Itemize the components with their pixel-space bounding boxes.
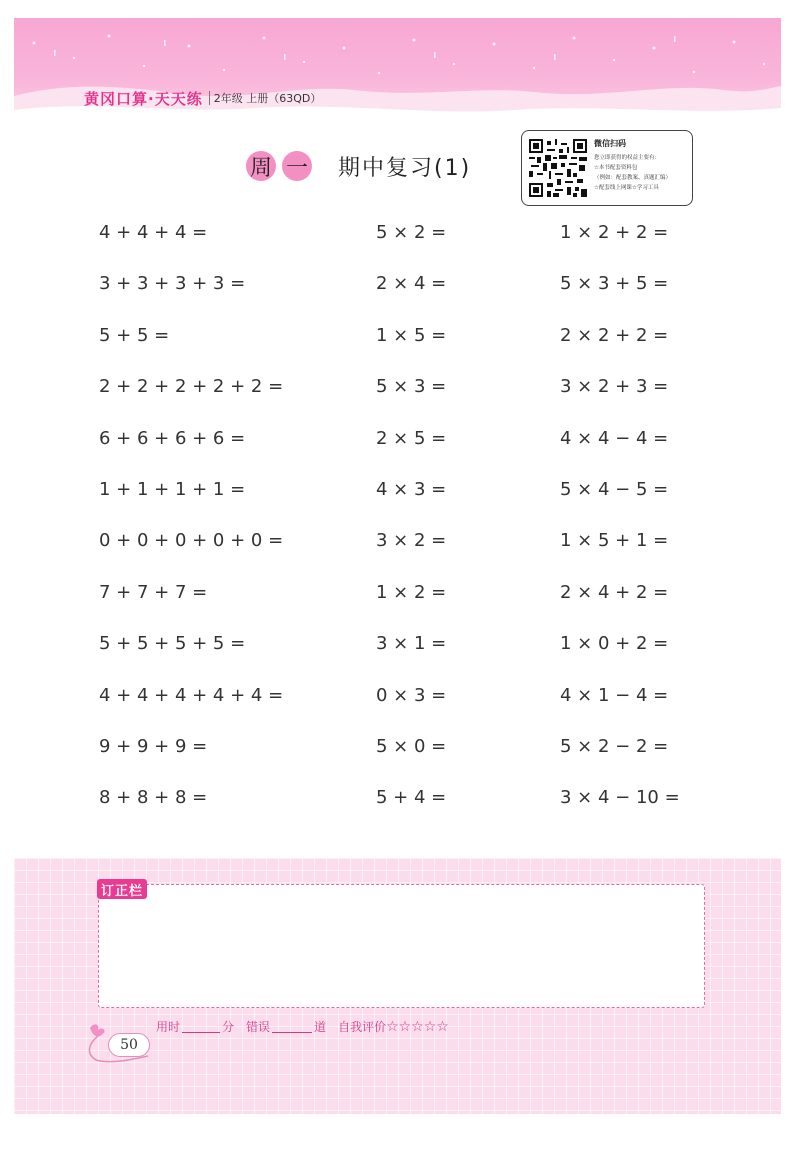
problem-item: 8 + 8 + 8 =	[99, 787, 208, 809]
time-blank[interactable]	[182, 1020, 220, 1033]
problem-item: 1 × 5 + 1 =	[560, 530, 669, 552]
qr-line: （例如：配套教案、真题汇编）	[594, 175, 672, 181]
problem-row	[99, 582, 719, 633]
problem-row	[99, 479, 719, 530]
qr-line: 您立即获得的权益主要有：	[594, 155, 661, 161]
rating-stars[interactable]: ☆☆☆☆☆	[386, 1018, 449, 1035]
title-text: 期中复习(1)	[338, 155, 472, 181]
problem-item: 3 × 4 − 10 =	[560, 787, 680, 809]
problem-item: 4 × 4 − 4 =	[560, 427, 669, 449]
problem-item: 2 × 4 =	[376, 273, 447, 295]
header-banner	[14, 18, 781, 128]
problem-item: 4 × 1 − 4 =	[560, 684, 669, 706]
problem-row	[99, 633, 719, 684]
correction-label: 订正栏	[97, 879, 147, 899]
footer-stats	[156, 1018, 449, 1035]
problem-item: 0 × 3 =	[376, 684, 447, 706]
problem-item: 4 × 3 =	[376, 478, 447, 500]
brand-title: 黄冈口算·天天练	[84, 89, 203, 108]
problem-row	[99, 428, 719, 479]
problem-row	[99, 222, 719, 273]
problem-item: 2 × 2 + 2 =	[560, 324, 669, 346]
problem-row	[99, 376, 719, 427]
problem-grid	[99, 222, 719, 839]
page-number: 50	[108, 1033, 150, 1057]
problem-item: 5 + 5 + 5 + 5 =	[99, 633, 246, 655]
count-label: 道	[314, 1020, 327, 1034]
errors-blank[interactable]	[272, 1020, 312, 1033]
problem-item: 5 + 4 =	[376, 787, 447, 809]
problem-item: 9 + 9 + 9 =	[99, 735, 208, 757]
qr-title: 微信扫码	[594, 139, 626, 148]
problem-item: 4 + 4 + 4 + 4 + 4 =	[99, 684, 284, 706]
problem-item: 1 + 1 + 1 + 1 =	[99, 478, 246, 500]
time-label: 用时	[156, 1020, 181, 1034]
problem-item: 5 × 2 =	[376, 222, 447, 243]
snow-decoration	[14, 18, 781, 128]
qr-line: ☆配套线上网课☆学习工具	[594, 185, 659, 191]
problem-row	[99, 530, 719, 581]
qr-code-icon	[529, 139, 587, 197]
day-badge-2: 一	[282, 151, 312, 181]
problem-item: 1 × 2 =	[376, 581, 447, 603]
correction-box[interactable]	[98, 884, 705, 1008]
problem-item: 1 × 2 + 2 =	[560, 222, 669, 243]
qr-box	[521, 130, 693, 206]
problem-item: 3 × 1 =	[376, 633, 447, 655]
problem-row	[99, 325, 719, 376]
brand-separator	[209, 91, 210, 105]
errors-label: 错误	[246, 1020, 271, 1034]
day-badge: 周	[246, 151, 276, 181]
problem-item: 7 + 7 + 7 =	[99, 581, 208, 603]
problem-item: 2 × 5 =	[376, 427, 447, 449]
problem-item: 5 × 3 + 5 =	[560, 273, 669, 295]
problem-item: 3 + 3 + 3 + 3 =	[99, 273, 246, 295]
problem-item: 5 × 0 =	[376, 735, 447, 757]
problem-item: 1 × 0 + 2 =	[560, 633, 669, 655]
problem-item: 4 + 4 + 4 =	[99, 222, 208, 243]
problem-item: 0 + 0 + 0 + 0 + 0 =	[99, 530, 284, 552]
self-eval-label: 自我评价	[338, 1020, 387, 1034]
qr-text	[594, 138, 688, 193]
problem-row	[99, 685, 719, 736]
problem-item: 3 × 2 + 3 =	[560, 376, 669, 398]
problem-row	[99, 736, 719, 787]
problem-row	[99, 787, 719, 838]
minutes-label: 分	[222, 1020, 235, 1034]
page-title	[246, 148, 471, 184]
problem-item: 5 × 2 − 2 =	[560, 735, 669, 757]
problem-item: 5 + 5 =	[99, 324, 170, 346]
brand-bar	[84, 87, 321, 109]
problem-row	[99, 273, 719, 324]
problem-item: 6 + 6 + 6 + 6 =	[99, 427, 246, 449]
qr-line: ☆本书配套资料包	[594, 165, 638, 171]
problem-item: 3 × 2 =	[376, 530, 447, 552]
problem-item: 1 × 5 =	[376, 324, 447, 346]
problem-item: 5 × 4 − 5 =	[560, 478, 669, 500]
problem-item: 5 × 3 =	[376, 376, 447, 398]
grade-label: 2年级 上册（63QD）	[213, 92, 322, 105]
problem-item: 2 + 2 + 2 + 2 + 2 =	[99, 376, 284, 398]
problem-item: 2 × 4 + 2 =	[560, 581, 669, 603]
